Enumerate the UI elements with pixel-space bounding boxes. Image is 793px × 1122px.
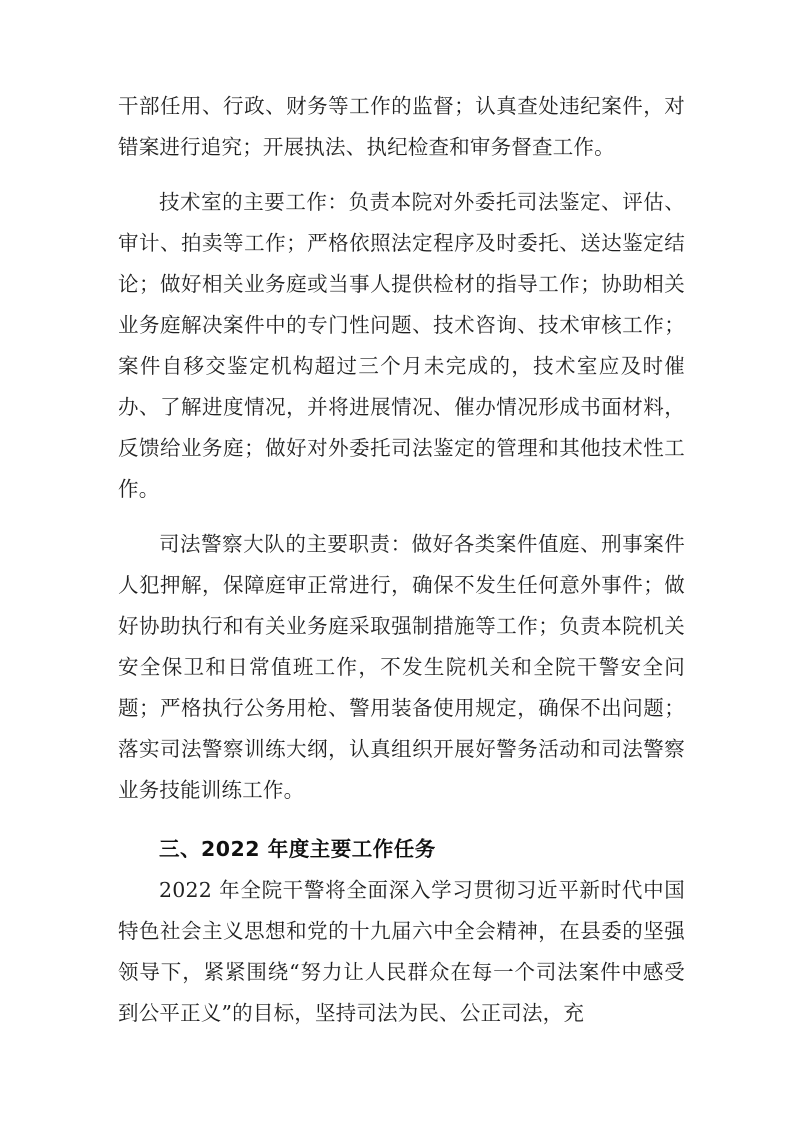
paragraph-judicial-police: 司法警察大队的主要职责：做好各类案件值庭、刑事案件人犯押解，保障庭审正常进行，确保不发生任何意外事件；做好协助执行和有关业务庭采取强制措施等工作；负责本院机关安全保卫和日常值班工作，不发生院机关和全院干警安全问题；严格执行公务用枪、警用装备使用规定，确保不出问题；落实司法警察训练大纲，认真组织开展好警务活动和司法警察业务技能训练工作。 <box>118 532 685 802</box>
paragraph-annual-outlook: 2022 年全院干警将全面深入学习贯彻习近平新时代中国特色社会主义思想和党的十九届六中全会精神，在县委的坚强领导下，紧紧围绕“努力让人民群众在每一个司法案件中感受到公平正义”的目标，坚持司法为民、公正司法，充 <box>118 878 685 1025</box>
paragraph-continued: 干部任用、行政、财务等工作的监督；认真查处违纪案件，对错案进行追究；开展执法、执纪检查和审务督查工作。 <box>118 94 685 159</box>
paragraph-technical-office: 技术室的主要工作：负责本院对外委托司法鉴定、评估、审计、拍卖等工作；严格依照法定程序及时委托、送达鉴定结论；做好相关业务庭或当事人提供检材的指导工作；协助相关业务庭解决案件中的专门性问题、技术咨询、技术审核工作；案件自移交鉴定机构超过三个月未完成的，技术室应及时催办、了解进度情况，并将进展情况、催办情况形成书面材料，反馈给业务庭；做好对外委托司法鉴定的管理和其他技术性工作。 <box>118 190 685 501</box>
document-body <box>118 86 685 1034</box>
section-heading-annual-tasks: 三、2022 年度主要工作任务 <box>159 837 436 861</box>
